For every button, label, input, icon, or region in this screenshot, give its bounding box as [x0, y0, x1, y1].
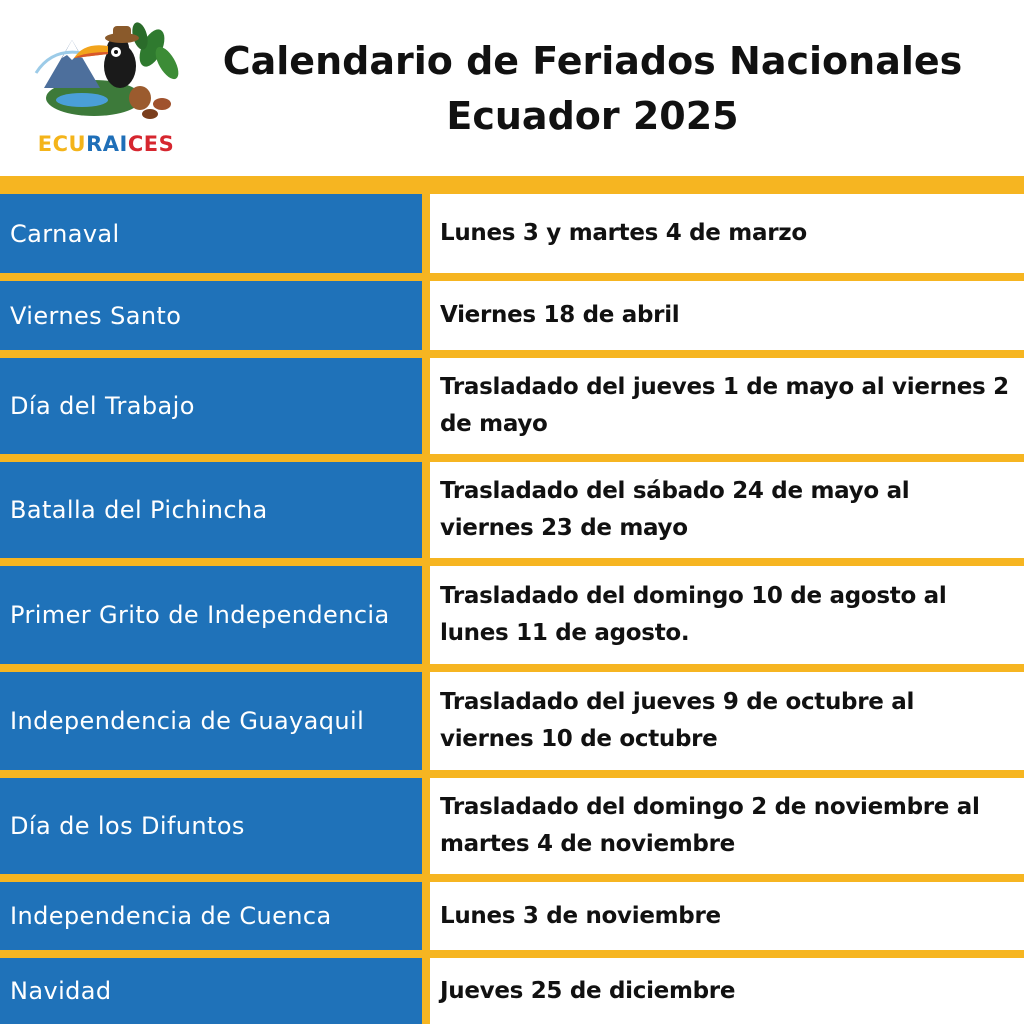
holiday-date-cell — [430, 672, 1024, 770]
holiday-date-cell — [430, 882, 1024, 950]
holiday-name: Batalla del Pichincha — [10, 496, 268, 524]
holiday-name: Independencia de Cuenca — [10, 902, 332, 930]
table-row — [0, 672, 1024, 770]
holiday-table — [0, 176, 1024, 1024]
table-row — [0, 566, 1024, 664]
table-row — [0, 882, 1024, 950]
table-row — [0, 462, 1024, 558]
brand-wordmark-part1: ECU — [37, 132, 87, 156]
holiday-name-cell — [0, 778, 422, 874]
holiday-name: Independencia de Guayaquil — [10, 707, 365, 735]
table-row — [0, 358, 1024, 454]
holiday-date: Lunes 3 de noviembre — [440, 902, 721, 929]
holiday-name-cell — [0, 358, 422, 454]
holiday-name: Navidad — [10, 977, 112, 1005]
holiday-date: Trasladado del domingo 10 de agosto al lunes 11 de agosto. — [440, 583, 947, 646]
holiday-date: Viernes 18 de abril — [440, 302, 680, 328]
holiday-date-cell — [430, 958, 1024, 1024]
toucan-mountain-emblem-icon — [22, 18, 187, 130]
holiday-date-cell — [430, 281, 1024, 350]
page-title-line1: Calendario de Feriados Nacionales — [222, 39, 963, 83]
holiday-date-cell — [430, 358, 1024, 454]
table-row — [0, 958, 1024, 1024]
holiday-date: Trasladado del sábado 24 de mayo al viernes 23 de mayo — [440, 478, 910, 541]
holiday-date: Trasladado del domingo 2 de noviembre al martes 4 de noviembre — [440, 794, 980, 857]
holiday-name: Carnaval — [10, 219, 120, 248]
holiday-date-cell — [430, 194, 1024, 273]
holiday-date: Trasladado del jueves 1 de mayo al viernes 2 de mayo — [440, 374, 1009, 437]
table-row — [0, 778, 1024, 874]
holiday-name-cell — [0, 566, 422, 664]
holiday-name-cell — [0, 194, 422, 273]
page-title-line2: Ecuador 2025 — [446, 94, 739, 138]
page-title — [195, 34, 990, 144]
holiday-name: Día de los Difuntos — [10, 812, 245, 840]
holiday-date-cell — [430, 778, 1024, 874]
holiday-name: Día del Trabajo — [10, 392, 195, 420]
holiday-name-cell — [0, 958, 422, 1024]
holiday-name-cell — [0, 882, 422, 950]
header — [0, 0, 1024, 176]
holiday-name-cell — [0, 672, 422, 770]
holiday-date: Lunes 3 y martes 4 de marzo — [440, 220, 807, 246]
brand-logo — [22, 18, 187, 158]
holiday-name: Primer Grito de Independencia — [10, 601, 390, 629]
holiday-date: Jueves 25 de diciembre — [440, 977, 736, 1004]
holiday-name-cell — [0, 462, 422, 558]
brand-wordmark-part3: CES — [127, 132, 175, 156]
brand-wordmark-part2: RAI — [86, 132, 128, 156]
table-row — [0, 194, 1024, 273]
table-row — [0, 281, 1024, 350]
brand-wordmark — [26, 132, 186, 156]
holiday-date-cell — [430, 566, 1024, 664]
holiday-name-cell — [0, 281, 422, 350]
holiday-date: Trasladado del jueves 9 de octubre al viernes 10 de octubre — [440, 689, 915, 752]
holiday-date-cell — [430, 462, 1024, 558]
holiday-name: Viernes Santo — [10, 301, 182, 330]
